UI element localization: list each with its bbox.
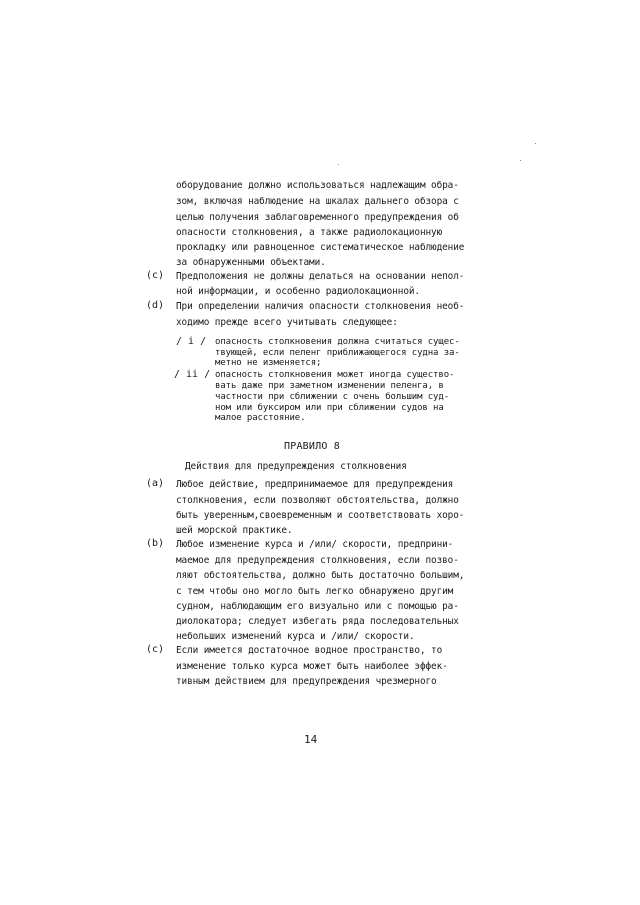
rule-subheading: Действия для предупреждения столкновения [185,461,407,472]
text-line: небольших изменений курса и /или/ скорости. [176,631,415,642]
text-line: опасность столкновения может иногда существо- [215,370,455,380]
rule-heading: ПРАВИЛО 8 [284,441,340,452]
text-line: опасность столкновения должна считаться сущес- [215,337,460,347]
text-line: шей морской практике. [176,525,293,536]
text-line: опасности столкновения, а также радиолокационную [176,227,443,238]
text-line: быть уверенным,своевременным и соответствовать хоро- [176,510,465,521]
text-line: твующей, если пеленг приближающегося судна за- [215,348,460,358]
scan-speck [535,143,536,144]
text-line: ляют обстоятельства, должно быть достаточно большим, [176,570,465,581]
text-line: диолокатора; следует избегать ряда последовательных [176,616,459,627]
clause-label: (c) [146,644,165,655]
text-line: за обнаруженными объектами. [176,257,326,268]
text-line: малое расстояние. [215,413,306,423]
text-line: метно не изменяется; [215,358,322,368]
text-line: При определении наличия опасности столкновения необ- [176,301,465,312]
text-line: зом, включая наблюдение на шкалах дальнего обзора с [176,196,459,207]
text-line: Если имеется достаточное водное пространство, то [176,645,443,656]
text-line: частности при сближении с очень большим суд- [215,392,450,402]
text-line: Любое изменение курса и /или/ скорости, предприни- [176,539,454,550]
text-line: маемое для предупреждения столкновения, если позво- [176,555,459,566]
clause-label: (c) [146,270,165,281]
text-line: изменение только курса может быть наиболее эффек- [176,661,448,672]
text-line: ном или буксиром или при сближении судов на [215,403,444,413]
text-line: судном, наблюдающим его визуально или с помощью ра- [176,601,459,612]
subclause-label: / i / [176,336,207,347]
text-line: столкновения, если позволяют обстоятельства, должно [176,495,459,506]
page-number: 14 [304,733,318,746]
text-line: Предположения не должны делаться на основании непол- [176,271,465,282]
scan-speck [520,160,521,161]
clause-label: (d) [146,300,165,311]
clause-label: (b) [146,538,165,549]
scan-speck [338,164,339,165]
text-line: прокладку или равноценное систематическое наблюдение [176,242,465,253]
text-line: вать даже при заметном изменении пеленга, в [215,381,444,391]
text-line: Любое действие, предпринимаемое для предупреждения [176,479,454,490]
text-line: оборудование должно использоваться надлежащим обра- [176,180,459,191]
clause-label: (a) [146,478,165,489]
text-line: тивным действием для предупреждения чрезмерного [176,676,437,687]
text-line: с тем чтобы оно могло быть легко обнаружено другим [176,586,454,597]
subclause-label: / ii / [174,369,211,380]
text-line: целью получения заблаговременного предупреждения об [176,212,459,223]
text-line: ной информации, и особенно радиолокационной. [176,286,420,297]
text-line: ходимо прежде всего учитывать следующее: [176,317,398,328]
